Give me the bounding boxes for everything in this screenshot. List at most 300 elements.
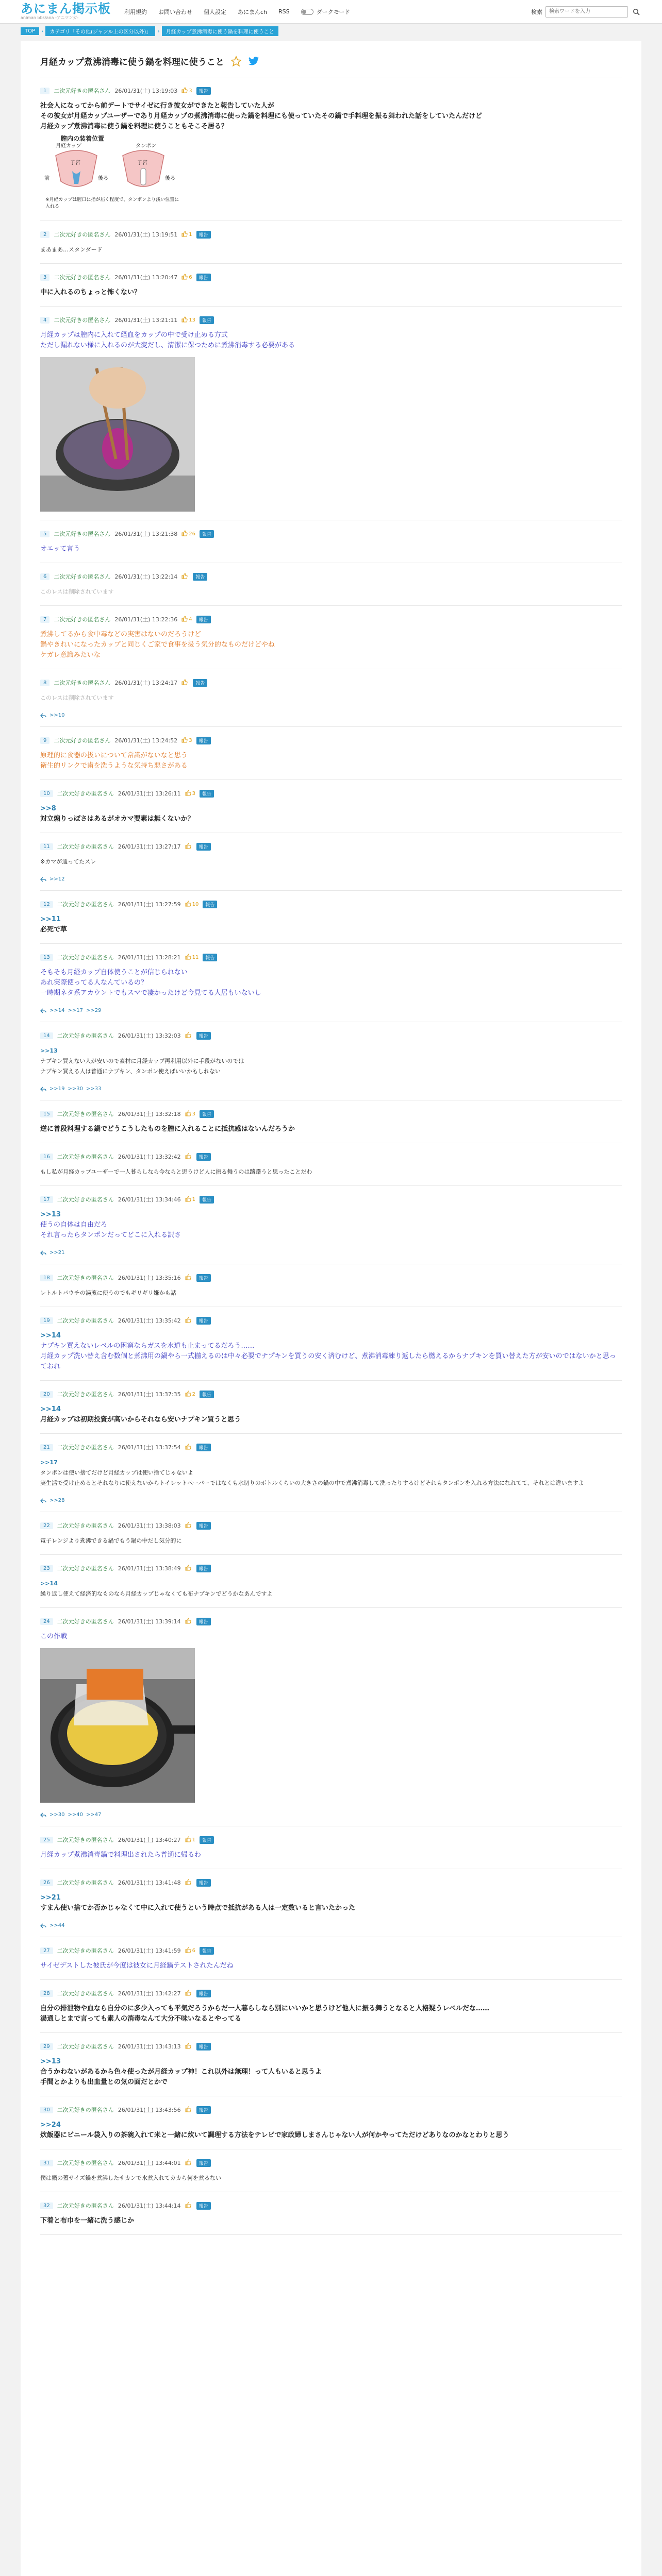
post-number[interactable]: 23 — [40, 1565, 53, 1572]
thumb-icon — [185, 2106, 191, 2114]
reply-link[interactable]: >>17 — [68, 1008, 83, 1013]
thumb-icon — [185, 954, 191, 961]
like-button[interactable] — [185, 1879, 192, 1887]
report-button[interactable]: 報告 — [196, 1618, 211, 1625]
logo-subtext: animan bbs/ana -アニマンガ- — [21, 15, 79, 20]
star-icon[interactable] — [230, 56, 242, 67]
nav-rss[interactable]: RSS — [278, 8, 290, 15]
post-header — [40, 273, 622, 281]
like-button[interactable] — [185, 2159, 192, 2167]
thread-title-row — [40, 55, 622, 77]
post — [40, 1608, 622, 1826]
post-body — [40, 1850, 622, 1860]
post — [40, 833, 622, 891]
post-text-line: まあまあ…スタンダード — [40, 246, 103, 253]
thumb-icon — [185, 901, 191, 908]
like-count: 1 — [189, 231, 192, 238]
poster-name: 二次元好きの匿名さん — [57, 2160, 114, 2166]
post-number[interactable]: 11 — [40, 843, 53, 850]
like-button[interactable] — [181, 316, 195, 324]
post-number[interactable]: 6 — [40, 573, 49, 580]
post-number[interactable]: 5 — [40, 531, 49, 537]
thumb-icon — [185, 1317, 191, 1325]
post-text-line: 必死で草 — [40, 926, 68, 934]
post-body — [40, 544, 622, 554]
thumb-icon — [181, 316, 188, 324]
reply-anchor-link[interactable]: >>14 — [40, 1332, 61, 1340]
post-body — [40, 1331, 622, 1372]
post — [40, 2149, 622, 2192]
thumb-icon — [185, 2043, 191, 2050]
thumb-icon — [181, 231, 188, 239]
post-body — [40, 287, 622, 298]
like-count: 3 — [192, 790, 195, 796]
poster-name: 二次元好きの匿名さん — [57, 1317, 114, 1324]
thumb-icon — [185, 2202, 191, 2210]
post-body — [40, 1210, 622, 1241]
reply-link[interactable]: >>30 — [49, 1812, 65, 1818]
like-count: 1 — [192, 1837, 195, 1843]
post-text-line: このレスは削除されています — [40, 694, 114, 701]
post-number[interactable]: 8 — [40, 680, 49, 686]
like-count: 4 — [189, 616, 192, 622]
post-header — [40, 842, 622, 851]
report-button[interactable]: 報告 — [196, 843, 211, 851]
post — [40, 1186, 622, 1264]
post-body — [40, 968, 622, 998]
report-button[interactable]: 報告 — [196, 1032, 211, 1040]
reply-link[interactable]: >>29 — [86, 1008, 102, 1013]
like-button[interactable] — [181, 616, 192, 623]
post-text-line: レトルトパウチの湯煎に使うのでもギリギリ嫌かも話 — [40, 1290, 176, 1296]
thumb-icon — [181, 616, 188, 623]
post-body — [40, 1167, 622, 1177]
poster-name: 二次元好きの匿名さん — [57, 1111, 114, 1117]
post — [40, 1022, 622, 1100]
figure-uterus-label: 子宮 — [70, 160, 80, 166]
like-button[interactable] — [185, 1391, 195, 1398]
post-date: 26/01/31(土) 13:35:42 — [118, 1317, 181, 1324]
like-count: 13 — [189, 317, 195, 323]
post-number[interactable]: 1 — [40, 88, 49, 94]
site-logo[interactable] — [21, 3, 111, 21]
post — [40, 2096, 622, 2149]
post — [40, 264, 622, 307]
like-button[interactable] — [185, 1110, 195, 1118]
post-date: 26/01/31(土) 13:37:54 — [118, 1444, 181, 1451]
post — [40, 669, 622, 727]
post-body — [40, 1893, 622, 1913]
reply-anchor-link[interactable]: >>21 — [40, 1894, 61, 1902]
report-button[interactable]: 報告 — [196, 2106, 211, 2114]
post — [40, 2033, 622, 2096]
post — [40, 563, 622, 606]
thumb-icon — [181, 573, 188, 581]
figure-left-label: 月経カップ — [56, 143, 81, 149]
poster-name: 二次元好きの匿名さん — [54, 680, 111, 686]
post — [40, 891, 622, 944]
thumb-icon — [185, 1879, 191, 1887]
thumb-icon — [185, 1618, 191, 1625]
reply-icon — [40, 1008, 46, 1013]
post-header — [40, 530, 622, 538]
post-text-line: 中に入れるのちょっと怖くない？ — [40, 289, 141, 296]
poster-name: 二次元好きの匿名さん — [57, 1947, 114, 1954]
post-body — [40, 2216, 622, 2226]
poster-name: 二次元好きの匿名さん — [57, 1837, 114, 1843]
post-number[interactable]: 14 — [40, 1032, 53, 1039]
poster-name: 二次元好きの匿名さん — [57, 1032, 114, 1039]
post — [40, 1100, 622, 1143]
report-button[interactable]: 報告 — [203, 954, 217, 961]
reply-link[interactable]: >>12 — [49, 876, 65, 882]
report-button[interactable]: 報告 — [196, 1565, 211, 1572]
report-button[interactable]: 報告 — [200, 1836, 214, 1844]
poster-name: 二次元好きの匿名さん — [57, 1565, 114, 1572]
report-button[interactable]: 報告 — [196, 1274, 211, 1282]
reply-icon — [40, 713, 46, 718]
post-body — [40, 751, 622, 771]
post-number[interactable]: 10 — [40, 790, 53, 797]
report-button[interactable]: 報告 — [200, 530, 214, 538]
report-button[interactable]: 報告 — [203, 901, 217, 908]
like-button[interactable] — [181, 737, 192, 744]
search-input[interactable] — [545, 6, 628, 18]
breadcrumb-category[interactable]: カテゴリ「その他(ジャンル上の区分以外)」 — [45, 26, 155, 36]
post-body — [40, 2120, 622, 2141]
reply-link[interactable]: >>14 — [49, 1008, 65, 1013]
dark-mode-toggle[interactable] — [301, 8, 351, 16]
like-button[interactable] — [185, 1565, 192, 1572]
post-date: 26/01/31(土) 13:19:03 — [114, 88, 178, 94]
nav-terms[interactable]: 利用規約 — [124, 8, 147, 15]
poster-name: 二次元好きの匿名さん — [57, 1522, 114, 1529]
post-date: 26/01/31(土) 13:43:13 — [118, 2043, 181, 2050]
report-button[interactable]: 報告 — [196, 616, 211, 623]
thumb-icon — [185, 1274, 191, 1282]
reply-link[interactable]: >>30 — [68, 1086, 83, 1092]
post-text-line: 衛生的リンクで歯を洗うような気持ち悪さがある — [40, 762, 188, 770]
reply-anchor-link[interactable]: >>14 — [40, 1405, 61, 1413]
reply-icon — [40, 1498, 46, 1503]
report-button[interactable]: 報告 — [200, 1196, 214, 1204]
post-number[interactable]: 4 — [40, 317, 49, 324]
reply-link[interactable]: >>33 — [86, 1086, 102, 1092]
like-button[interactable] — [185, 1522, 192, 1530]
post-text-line: そもそも月経カップ自体使うことが信じられない — [40, 969, 188, 976]
post-body — [40, 1046, 622, 1077]
post-text-line: 炊飯器にビニール袋入りの茶碗入れて米と一緒に炊いて調理する方法をテレビで家政婦しまさんじゃない人が何かやってただけどありなのかなとわりと思う — [40, 2131, 509, 2139]
post-number[interactable]: 22 — [40, 1522, 53, 1529]
poster-name: 二次元好きの匿名さん — [54, 231, 111, 238]
like-button[interactable] — [181, 231, 192, 239]
report-button[interactable]: 報告 — [200, 790, 214, 798]
post-text-line: 使うの自体は自由だろ — [40, 1221, 108, 1229]
like-button[interactable] — [185, 843, 192, 851]
like-button[interactable] — [181, 87, 192, 95]
thumb-icon — [185, 1565, 191, 1572]
like-button[interactable] — [185, 1947, 195, 1955]
report-button[interactable]: 報告 — [200, 316, 214, 324]
post-date: 26/01/31(土) 13:40:27 — [118, 1837, 181, 1843]
post-text-line: 合うかわないがあるから色々使ったが月経カップ神！これ以外は無理！って人もいると思うよ — [40, 2068, 322, 2076]
post — [40, 1555, 622, 1608]
report-button[interactable]: 報告 — [196, 2202, 211, 2210]
report-button[interactable]: 報告 — [196, 1522, 211, 1530]
post-text-line: タンポンは使い捨てだけど月経カップは使い捨てじゃないよ — [40, 1469, 193, 1476]
post-number[interactable]: 29 — [40, 2043, 53, 2050]
post — [40, 221, 622, 264]
post-text-line: 繰り返し使えて経済的なものなら月経カップじゃなくても布ナプキンでどうかなあんですよ — [40, 1590, 273, 1597]
post-text-line: オエッて言う — [40, 545, 80, 553]
like-count: 1 — [192, 1196, 195, 1202]
reply-list — [40, 876, 622, 882]
post-list — [40, 77, 622, 2235]
post-date: 26/01/31(土) 13:26:11 — [118, 790, 181, 797]
reply-anchor-link[interactable]: >>11 — [40, 916, 61, 923]
post-date: 26/01/31(土) 13:20:47 — [114, 274, 178, 281]
thumb-icon — [181, 737, 188, 744]
photo-pot-image[interactable] — [40, 357, 195, 512]
toggle-switch[interactable] — [301, 9, 313, 15]
post-date: 26/01/31(土) 13:43:56 — [118, 2107, 181, 2113]
post-number[interactable]: 32 — [40, 2202, 53, 2209]
post-body — [40, 693, 622, 703]
dark-mode-label: ダークモード — [316, 8, 351, 15]
post — [40, 1826, 622, 1869]
post — [40, 1264, 622, 1307]
poster-name: 二次元好きの匿名さん — [57, 1990, 114, 1997]
thumb-icon — [185, 2159, 191, 2167]
post-text-line: 逆に普段料理する鍋でどうこうしたものを膣に入れることに抵抗感はないんだろうか — [40, 1125, 295, 1133]
post-number[interactable]: 12 — [40, 901, 53, 908]
reply-list — [40, 1250, 622, 1256]
post-number[interactable]: 3 — [40, 274, 49, 281]
post-header — [40, 1617, 622, 1625]
post-header — [40, 1316, 622, 1325]
post-date: 26/01/31(土) 13:32:18 — [118, 1111, 181, 1117]
post-body — [40, 1961, 622, 1971]
post — [40, 727, 622, 780]
report-button[interactable]: 報告 — [196, 87, 211, 95]
post-text-line: 実生活で受け止めるとそれなりに使えないからトイレットペーパーではなくも水切りのボトルくらいの大きさの鍋の中で煮沸消毒して洗ったりするけどそれもタンポンを入れる方法になれてて、それとは違いますよ — [40, 1480, 584, 1486]
post-text-line: この作戦 — [40, 1633, 68, 1640]
post-text-line: もし私が月経カップユーザーで一人暮らしなら今ならと思うけど人に振る舞うのは躊躇うと思ったことだわ — [40, 1168, 312, 1175]
poster-name: 二次元好きの匿名さん — [54, 88, 111, 94]
like-button[interactable] — [181, 274, 192, 281]
header-search — [531, 6, 641, 18]
post-header — [40, 1836, 622, 1844]
breadcrumb-thread[interactable]: 月経カップ煮沸消毒に使う鍋を料理に使うこと — [162, 26, 278, 36]
post — [40, 1869, 622, 1937]
post-date: 26/01/31(土) 13:27:17 — [118, 843, 181, 850]
poster-name: 二次元好きの匿名さん — [54, 737, 111, 744]
report-button[interactable]: 報告 — [196, 1990, 211, 1997]
report-button[interactable]: 報告 — [200, 1947, 214, 1955]
post-number[interactable]: 26 — [40, 1879, 53, 1886]
thumb-icon — [185, 1522, 191, 1530]
like-button[interactable] — [181, 679, 189, 687]
post-text-line: 月経カップは膣内に入れて経血をカップの中で受け止める方式 — [40, 331, 228, 339]
report-button[interactable]: 報告 — [200, 1110, 214, 1118]
post — [40, 1381, 622, 1434]
post — [40, 1980, 622, 2033]
logo-text: あにまん掲示板 — [21, 1, 111, 16]
like-button[interactable] — [185, 2202, 192, 2210]
post-body — [40, 1288, 622, 1298]
reply-link[interactable]: >>10 — [49, 713, 65, 718]
like-button[interactable] — [185, 1990, 192, 1997]
thumb-icon — [185, 1153, 191, 1161]
post-number[interactable]: 18 — [40, 1275, 53, 1281]
post-number[interactable]: 15 — [40, 1111, 53, 1117]
report-button[interactable]: 報告 — [196, 274, 211, 281]
post-header — [40, 1521, 622, 1530]
like-button[interactable] — [185, 901, 199, 908]
post-text-line: 湯通しとまで言っても素人の消毒なんて大分不味いなるとやってる — [40, 2015, 242, 2023]
thumb-icon — [181, 530, 188, 538]
report-button[interactable]: 報告 — [196, 1444, 211, 1451]
like-button[interactable] — [185, 1274, 192, 1282]
reply-link[interactable]: >>40 — [68, 1812, 83, 1818]
nav-settings[interactable]: 個人設定 — [204, 8, 226, 15]
search-icon[interactable] — [631, 7, 641, 17]
reply-list — [40, 1812, 622, 1818]
like-button[interactable] — [185, 790, 195, 798]
like-button[interactable] — [185, 1153, 192, 1161]
post-number[interactable]: 21 — [40, 1444, 53, 1451]
thread-main — [21, 41, 641, 2576]
post-number[interactable]: 19 — [40, 1317, 53, 1324]
post-text-line: 月経カップ煮沸消毒鍋で料理出されたら普通に帰るわ — [40, 1851, 201, 1859]
like-button[interactable] — [185, 1618, 192, 1625]
post-number[interactable]: 9 — [40, 737, 49, 744]
reply-anchor-link[interactable]: >>13 — [40, 2058, 61, 2065]
post-header — [40, 1989, 622, 1997]
post-number[interactable]: 25 — [40, 1837, 53, 1843]
like-button[interactable] — [185, 2043, 192, 2050]
post-text-line: 僕は鍋の蓋サイズ鍋を煮沸したサカンで水煮入れてカカら何を煮るない — [40, 2175, 221, 2181]
reply-link[interactable]: >>44 — [49, 1923, 65, 1928]
report-button[interactable]: 報告 — [196, 2159, 211, 2167]
reply-link[interactable]: >>19 — [49, 1086, 65, 1092]
post-text-line: ケガレ意識みたいな — [40, 651, 101, 659]
post-text-line: すまん使い捨てか否かじゃなくて中に入れて使うという時点で抵抗がある人は一定数いると言いたかった — [40, 1904, 356, 1912]
breadcrumb-top[interactable]: TOP — [21, 27, 39, 35]
post-header — [40, 1110, 622, 1118]
like-button[interactable] — [185, 1444, 192, 1451]
report-button[interactable]: 報告 — [193, 679, 207, 687]
post-text-line: ただし漏れない様に入れるのが大変だし、清潔に保つために煮沸消毒する必要がある — [40, 342, 295, 349]
post — [40, 1937, 622, 1980]
reply-link[interactable]: >>47 — [86, 1812, 102, 1818]
reply-list — [40, 713, 622, 718]
nav-contact[interactable]: お問い合わせ — [158, 8, 192, 15]
post-header — [40, 1195, 622, 1204]
post-header — [40, 87, 622, 95]
report-button[interactable]: 報告 — [196, 737, 211, 744]
like-button[interactable] — [185, 1836, 195, 1844]
like-button[interactable] — [181, 573, 189, 581]
reply-anchor-link[interactable]: >>14 — [40, 1580, 58, 1587]
twitter-share-icon[interactable] — [248, 56, 259, 66]
post-body — [40, 1579, 622, 1599]
post-header — [40, 230, 622, 239]
post-date: 26/01/31(土) 13:44:01 — [118, 2160, 181, 2166]
reply-anchor-link[interactable]: >>24 — [40, 2121, 61, 2129]
post-number[interactable]: 13 — [40, 954, 53, 961]
post-header — [40, 2159, 622, 2167]
post-header — [40, 2201, 622, 2210]
reply-link[interactable]: >>21 — [49, 1250, 65, 1256]
like-count: 26 — [189, 531, 195, 537]
post-number[interactable]: 20 — [40, 1391, 53, 1398]
like-button[interactable] — [185, 1032, 192, 1040]
report-button[interactable]: 報告 — [196, 1879, 211, 1887]
report-button[interactable]: 報告 — [200, 1391, 214, 1398]
report-button[interactable]: 報告 — [196, 1153, 211, 1161]
post-date: 26/01/31(土) 13:27:59 — [118, 901, 181, 908]
reply-anchor-link[interactable]: >>13 — [40, 1047, 58, 1054]
post-date: 26/01/31(土) 13:24:52 — [114, 737, 178, 744]
nav-animanch[interactable]: あにまんch — [238, 8, 268, 15]
report-button[interactable]: 報告 — [196, 2043, 211, 2050]
thumb-icon — [185, 1947, 191, 1955]
post-number[interactable]: 27 — [40, 1947, 53, 1954]
report-button[interactable]: 報告 — [196, 231, 211, 239]
report-button[interactable]: 報告 — [193, 573, 207, 581]
post-number[interactable]: 30 — [40, 2107, 53, 2113]
like-count: 2 — [192, 1391, 195, 1397]
poster-name: 二次元好きの匿名さん — [57, 843, 114, 850]
search-scope-button[interactable]: 検索 — [531, 8, 542, 15]
post-number[interactable]: 31 — [40, 2160, 53, 2166]
post-number[interactable]: 24 — [40, 1618, 53, 1625]
post-number[interactable]: 17 — [40, 1196, 53, 1203]
like-button[interactable] — [185, 1196, 195, 1204]
post-number[interactable]: 2 — [40, 231, 49, 238]
figure-back-label: 後ろ — [165, 176, 175, 181]
poster-name: 二次元好きの匿名さん — [54, 531, 111, 537]
like-button[interactable] — [185, 954, 199, 961]
like-button[interactable] — [185, 2106, 192, 2114]
post-text-line: サイゼデストした彼氏が今度は彼女に月経鍋テストされたんだね — [40, 1962, 234, 1970]
poster-name: 二次元好きの匿名さん — [57, 2043, 114, 2050]
reply-link[interactable]: >>28 — [49, 1498, 65, 1503]
like-count: 3 — [192, 1111, 195, 1117]
report-button[interactable]: 報告 — [196, 1317, 211, 1325]
reply-anchor-link[interactable]: >>17 — [40, 1459, 58, 1466]
reply-icon — [40, 877, 46, 882]
reply-anchor-link[interactable]: >>13 — [40, 1211, 61, 1218]
post-header — [40, 615, 622, 623]
poster-name: 二次元好きの匿名さん — [54, 573, 111, 580]
reply-anchor-link[interactable]: >>8 — [40, 805, 56, 812]
post — [40, 77, 622, 221]
post-text-line: ナプキン買える人は普通にナプキン、タンポン使えばいいかもしれない — [40, 1068, 221, 1075]
like-button[interactable] — [185, 1317, 192, 1325]
post-header — [40, 572, 622, 581]
post-number[interactable]: 28 — [40, 1990, 53, 1997]
like-button[interactable] — [181, 530, 195, 538]
post-date: 26/01/31(土) 13:38:49 — [118, 1565, 181, 1572]
poster-name: 二次元好きの匿名さん — [57, 1391, 114, 1398]
post-number[interactable]: 7 — [40, 616, 49, 623]
post-header — [40, 1946, 622, 1955]
post-number[interactable]: 16 — [40, 1154, 53, 1160]
photo-frying-pan-image[interactable] — [40, 1648, 195, 1803]
post-text-line: 一時期ネタ系アカウントでもスマで凄かったけど今見てる人居もいないし — [40, 989, 261, 997]
